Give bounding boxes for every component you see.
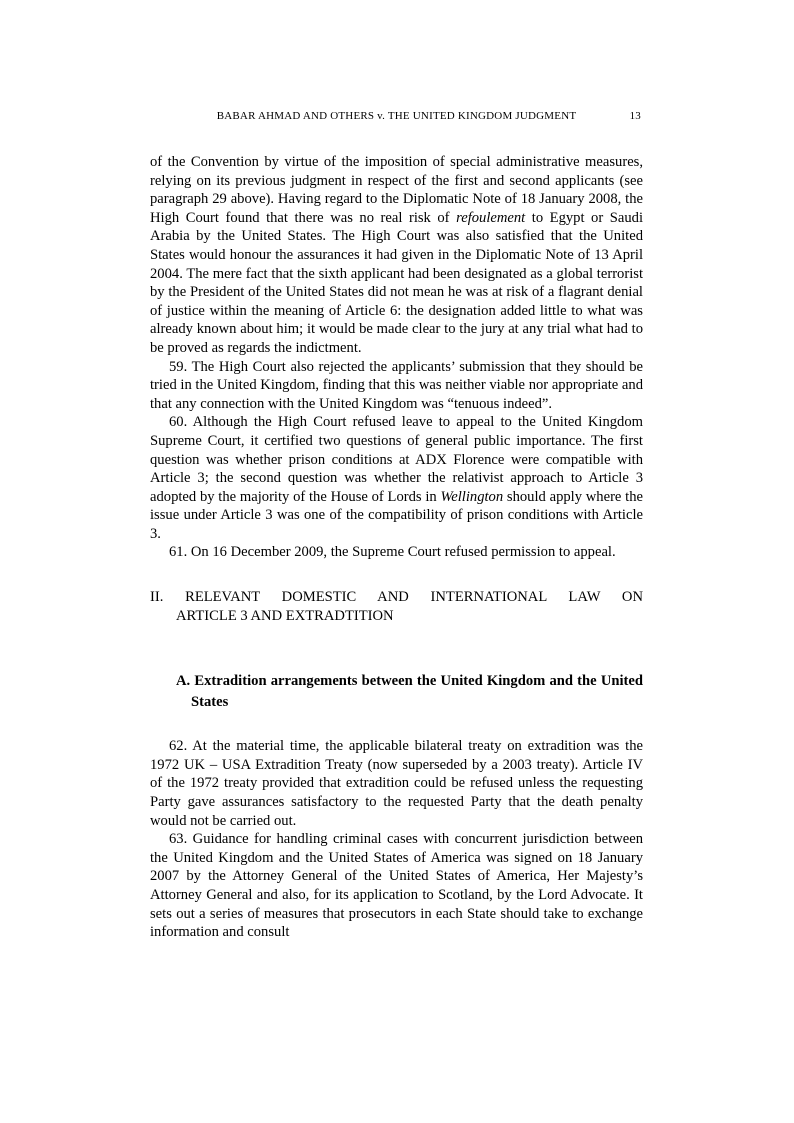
paragraph-59: 59. The High Court also rejected the applicants’ submission that they should be tried in the United Kingdom, finding that this was neither viable nor appropriate and that any connection with the United Kingdom was “tenuous indeed”. [150,358,643,412]
paragraph-61: 61. On 16 December 2009, the Supreme Court refused permission to appeal. [169,544,616,561]
paragraph-63: 63. Guidance for handling criminal cases with concurrent jurisdiction between the United Kingdom and the United States of America was signed on 18 January 2007 by the Attorney General of the United States of America, Her Majesty’s Attorney General and also, for its application to Scotland, by the Lord Advocate. It sets out a series of measures that prosecutors in each State should take to exchange information and consult [150,831,643,941]
section-heading-line2: ARTICLE 3 AND EXTRADTITION [176,607,394,624]
text-run: 60. Although the High Court refused leave to appeal to the United Kingdom Supreme Court, it certified two questions of general public importance. The first question was whether prison conditions at ADX Florence were compatible with Article 3; the second question was whether the relativist approach to Article 3 adopted by the majority of the House of Lords in [150,414,643,505]
page-number: 13 [629,110,641,122]
section-heading-ii [150,588,643,625]
text-run: should apply where the issue under Article 3 was one of the compatibility of prison conditions with Article 3. [150,488,643,542]
subsection-heading-a [176,671,643,713]
text-run: of the Convention by virtue of the imposition of special administrative measures, relying on its previous judgment in respect of the first and second applicants (see paragraph 29 above). Having regard to the Diplomatic Note of 18 January 2008, the High Court found that there was no real risk of [150,154,643,226]
paragraph-60 [150,413,643,543]
text-run: to Egypt or Saudi Arabia by the United States. The High Court was also satisfied that the United States would honour the assurances it had given in the Diplomatic Note of 13 April 2004. The mere fact that the sixth applicant had been designated as a global terrorist by the President of the United States did not mean he was at risk of a flagrant denial of justice within the meaning of Article 6: the designation added little to what was already known about him; it would be made clear to the jury at any trial what had to be proved as regards the indictment. [150,209,643,356]
judgment-body [150,153,643,942]
italic-term-wellington: Wellington [440,488,504,505]
paragraph-62: 62. At the material time, the applicable bilateral treaty on extradition was the 1972 UK – USA Extradition Treaty (now superseded by a 2003 treaty). Article IV of the 1972 treaty provided that extradition could be refused unless the requesting Party gave assurances satisfactory to the requested Party that the death penalty would not be carried out. [150,738,643,829]
section-heading-line1: II. RELEVANT DOMESTIC AND INTERNATIONAL LAW ON [150,589,643,606]
page-header [150,110,643,123]
running-header-title: BABAR AHMAD AND OTHERS v. THE UNITED KINGDOM JUDGMENT [216,110,577,122]
italic-term-refoulement: refoulement [456,209,526,226]
subsection-title: Extradition arrangements between the United Kingdom and the United States [191,673,643,711]
paragraph-58-continuation [150,153,643,358]
subsection-letter: A. [176,673,191,690]
